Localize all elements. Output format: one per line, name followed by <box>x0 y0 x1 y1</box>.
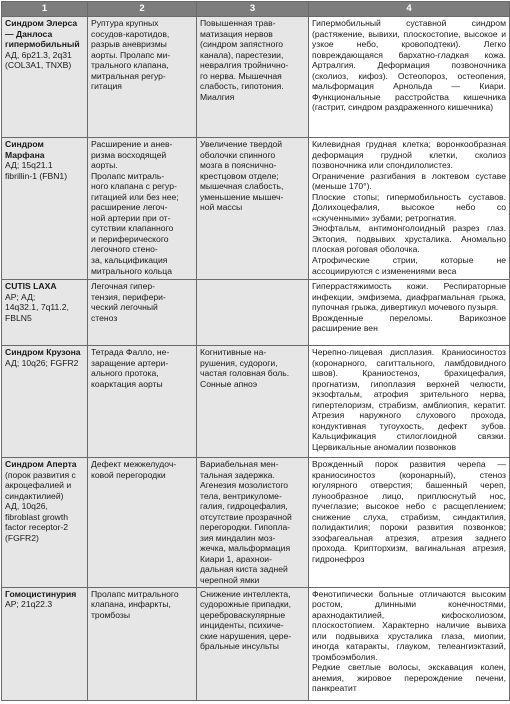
table-row <box>2 458 510 588</box>
syndrome-cell <box>2 17 88 138</box>
other-paragraph: Черепно-лицевая дисплазия. Краниосиностоз (коронарного, сагиттального, ламбдовидного швов). Краниостеноз, брахицефалия, прогнатизм, гипоплазия верхней челюсти, экзофтальм, атрофия зрительного нерва, гипертелоризм, страбизм, амблиопия, кератит. Атрезия наружного слухового прохода, кондуктивная тугоухость, дефект зубов. Кальцификация стилоглоидной связки. Цервикальные аномалии позвонков <box>312 347 506 452</box>
syndrome-name: Синдром Марфана <box>5 139 45 160</box>
neuro-text: Снижение интеллекта, судорожные припадки, цереброваскулярные инциденты, психиче- ские нарушения, цере- бральные инсульты <box>200 588 292 652</box>
syndrome-name: Гомоцистинурия <box>5 588 77 599</box>
syndrome-cell <box>2 138 88 280</box>
other-paragraph: Килевидная грудная клетка; воронкообразная деформация грудной клетки, сколиоз позвоночника или спондилолистез. <box>312 139 506 171</box>
other-cell <box>309 587 510 700</box>
other-paragraph: Плоские стопы; гипермобильность суставов. Долихоцефалия, высокое небо со «скученными» зубами; ретрогнатия. <box>312 191 506 223</box>
neuro-text: Увеличение твердой оболочки спинного мозга в пояснично- крестцовом отделе; мышечная слабость, уменьшение мышеч- ной массы <box>200 139 284 213</box>
column-header-3: 3 <box>197 2 309 17</box>
syndrome-genetics: АД; 15q21.1 fibrillin-1 (FBN1) <box>5 160 68 181</box>
cardio-cell <box>88 458 197 588</box>
cardio-cell <box>88 587 197 700</box>
neuro-text: Повышенная трав- матизация нервов (синдром запястного канала), парестезии, невралгия тройнично- го нерва. Мышечная слабость, гипотония. Миалгия <box>200 18 289 102</box>
column-header-4: 4 <box>309 2 510 17</box>
syndrome-genetics: АД; 10q26; FGFR2 <box>5 357 79 368</box>
cardio-cell <box>88 280 197 346</box>
other-paragraph: Редкие светлые волосы, экскавация колен, анемия, жировое перерождение печени, панкреатит <box>312 662 506 694</box>
other-paragraph: Фенотипически больные отличаются высоким ростом, длинными конечностями, арахнодактилией, кифосколиозом, плоскостопием. Характерно наличие вывиха или подвывиха хрусталика глаза, миопии, иногда катаракты, глауком, телеангиэктазий, тромбоэмболия. <box>312 588 506 662</box>
other-cell <box>309 458 510 588</box>
other-cell <box>309 280 510 346</box>
syndrome-cell <box>2 458 88 588</box>
other-cell <box>309 346 510 458</box>
other-paragraph: Гипермобильный суставной синдром (растяжение, вывихи, плоскостопие, высокое и узкое небо, кровоподтеки). Легко повреждающаяся бархатно-гладкая кожа. Артралгия. Деформация позвоночника (сколиоз, кифоз). Остеопороз, остеопения, мальформация Арнольда — Киари. Функциональные расстройства кишечника (гастрит, синдром раздраженного кишечника) <box>312 18 506 113</box>
cardio-cell <box>88 346 197 458</box>
syndrome-genetics: АД, 6р21.3, 2q31 (COL3A1, TNXB) <box>5 49 72 71</box>
syndrome-name: Синдром Элерса — Данлоса гипермобильный <box>5 18 80 50</box>
neuro-cell <box>197 138 309 280</box>
neuro-cell <box>197 346 309 458</box>
syndrome-genetics: АР; АД; 14q32.1, 7q11.2, FBLN5 <box>5 291 69 323</box>
cardio-text: Легочная гипер- тензия, перифери- ческий легочный стеноз <box>91 281 166 323</box>
syndrome-genetics: АР; 21q22.3 <box>5 599 53 610</box>
cardio-text: Дефект межжелудоч- ковой перегородки <box>91 459 177 480</box>
other-paragraph: Энофтальм, антимонголоидный разрез глаз. Эктопия, подвывих хрусталика. Аномально плоская роговая оболочка. <box>312 223 506 255</box>
cardio-text: Тетрада Фалло, не- заращение артери- ального протока, коарктация аорты <box>91 347 170 389</box>
table-row <box>2 587 510 700</box>
cardio-text: Руптура крупных сосудов-каротидов, разрыв аневризмы аорты. Пролапс ми- трального клапана, митральная регур- гитация <box>91 18 171 92</box>
table-row <box>2 17 510 138</box>
table-row <box>2 280 510 346</box>
header-row <box>2 2 510 17</box>
other-cell <box>309 17 510 138</box>
other-paragraph: Атрофические стрии, которые не ассоциируются с изменениями веса <box>312 255 506 276</box>
neuro-text: Когнитивные на- рушения, судороги, частая головная боль. Сонные апноэ <box>200 347 290 389</box>
syndrome-name: Синдром Аперта <box>5 459 77 469</box>
column-header-1: 1 <box>2 2 88 17</box>
neuro-text: Вариабельная мен- тальная задержка. Агенезия мозолистого тела, вентрикуломе- галия, гидроцефалия, отсутствие прозрачной перегородки. Гипопла- зия миндалин моз- жечка, мальформация Киари 1, арахнои- дальная киста задней черепной ямки <box>200 459 292 586</box>
neuro-cell <box>197 17 309 138</box>
cardio-cell <box>88 138 197 280</box>
other-paragraph: Ограничение разгибания в локтевом суставе (меньше 170°). <box>312 170 506 192</box>
other-paragraph: Врожденный порок развития черепа — краниосиностоз (коронарный), стеноз югулярного отверстия; башенный череп, лунообразное лицо, приплюснутый нос, пучеглазие; высокое небо с расщеплением; снижение слуха, страбизм, синдактилия, полидактилия; пороки развития позвонков; эзофагеальная атрезия, атрезия заднего прохода. Крипторхизм, вагинальная атрезия, гидронефроз <box>312 459 506 564</box>
syndrome-cell <box>2 280 88 346</box>
neuro-cell <box>197 587 309 700</box>
table-row <box>2 346 510 458</box>
neuro-cell <box>197 280 309 346</box>
neuro-cell <box>197 458 309 588</box>
syndrome-genetics: (порок развития с акроцефалией и синдактилией) АД, 10q26, fibroblast growth factor receptor-2 (FGFR2) <box>5 469 76 543</box>
syndrome-cell <box>2 587 88 700</box>
syndromes-table <box>1 1 510 701</box>
cardio-text: Расширение и анев- ризма восходящей аорты. Пролапс митраль- ного клапана с регур- гитацией или без нее; расширение легоч- ной артерии при от- сутствии клапанного и периферического легочного стено- за, кальцификация митрального кольца <box>91 139 179 276</box>
syndrome-name: CUTIS LAXA <box>5 281 57 291</box>
other-paragraph: Гиперрастяжимость кожи. Респираторные инфекции, эмфизема, диафрагмальная грыжа, пупочная грыжа, дивертикул мочевого пузыря. <box>312 281 506 313</box>
cardio-text: Пролапс митрального клапана, инфаркты, тромбозы <box>91 588 179 620</box>
syndrome-name: Синдром Крузона <box>5 347 81 357</box>
other-paragraph: Врожденные переломы. Варикозное расширение вен <box>312 312 506 334</box>
table-row <box>2 138 510 280</box>
syndrome-cell <box>2 346 88 458</box>
column-header-2: 2 <box>88 2 197 17</box>
other-cell <box>309 138 510 280</box>
cardio-cell <box>88 17 197 138</box>
